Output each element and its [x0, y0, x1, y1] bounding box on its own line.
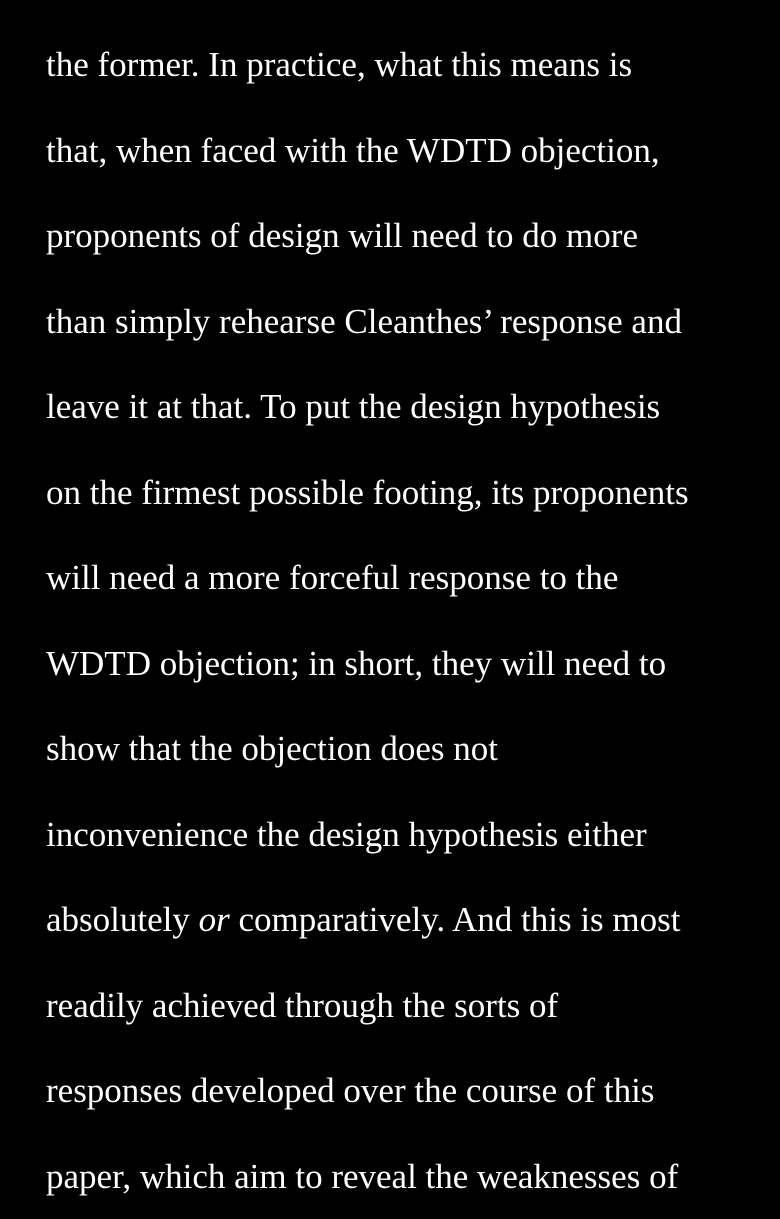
- text-line: than simply rehearse Cleanthes’ response and: [46, 279, 766, 365]
- text-line: leave it at that. To put the design hypothesis: [46, 364, 766, 450]
- text-line: inconvenience the design hypothesis either: [46, 792, 766, 878]
- emphasized-word: or: [199, 900, 230, 939]
- text-line: paper, which aim to reveal the weaknesses of: [46, 1134, 766, 1219]
- text-line: the former. In practice, what this means is: [46, 22, 766, 108]
- text-line: on the firmest possible footing, its proponents: [46, 450, 766, 536]
- text-line: readily achieved through the sorts of: [46, 963, 766, 1049]
- text-line: that, when faced with the WDTD objection,: [46, 108, 766, 194]
- text-run: absolutely: [46, 900, 199, 939]
- body-paragraph[interactable]: [46, 22, 766, 1219]
- text-line: responses developed over the course of this: [46, 1048, 766, 1134]
- text-line-with-emphasis: [46, 877, 766, 963]
- text-run: comparatively. And this is most: [230, 900, 681, 939]
- text-line: WDTD objection; in short, they will need to: [46, 621, 766, 707]
- text-line: will need a more forceful response to the: [46, 535, 766, 621]
- text-line: proponents of design will need to do more: [46, 193, 766, 279]
- text-line: show that the objection does not: [46, 706, 766, 792]
